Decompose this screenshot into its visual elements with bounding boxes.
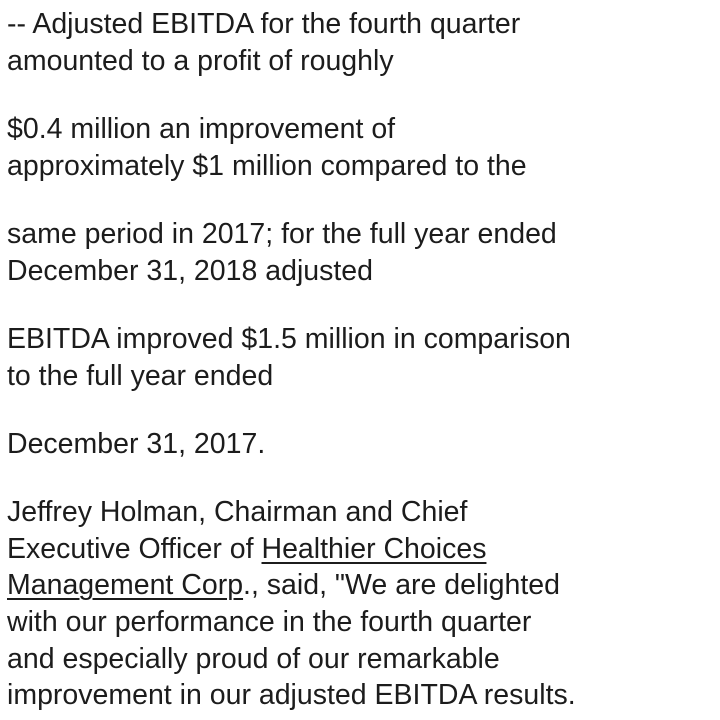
company-link[interactable]: Management Corp	[7, 569, 244, 601]
text-line: December 31, 2017.	[7, 428, 266, 460]
text-line: amounted to a profit of roughly	[7, 45, 394, 77]
text-line: approximately $1 million compared to the	[7, 150, 527, 182]
text-line: Jeffrey Holman, Chairman and Chief	[7, 496, 468, 528]
text-line	[7, 531, 486, 567]
text-line	[7, 567, 560, 603]
text-line: to the full year ended	[7, 360, 274, 392]
text-segment: ., said, "We are delighted	[243, 569, 560, 601]
text-line: and especially proud of our remarkable	[7, 643, 500, 675]
text-line: -- Adjusted EBITDA for the fourth quarter	[7, 8, 521, 40]
text-line: same period in 2017; for the full year ended	[7, 218, 557, 250]
text-line: with our performance in the fourth quarter	[7, 606, 532, 638]
text-line: improvement in our adjusted EBITDA results.	[7, 679, 576, 711]
text-line: December 31, 2018 adjusted	[7, 255, 373, 287]
text-line: $0.4 million an improvement of	[7, 113, 396, 145]
text-segment: Executive Officer of	[7, 533, 262, 565]
text-line: EBITDA improved $1.5 million in comparison	[7, 323, 571, 355]
company-link[interactable]: Healthier Choices	[261, 533, 487, 565]
